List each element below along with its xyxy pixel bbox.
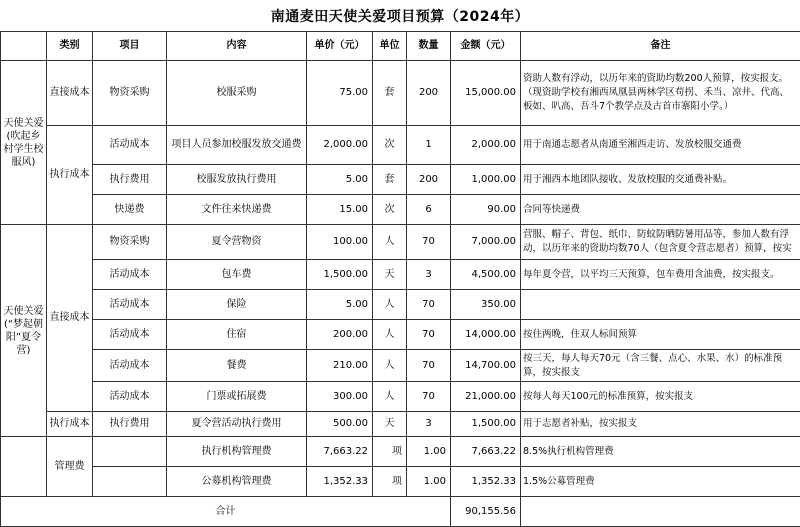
note-cell: 资助人数有浮动，以历年来的资助均数200人预算，按实报支。（现资助学校有湘西凤凰县两林学区苟拐、禾当、凉井、代高、板如、叭高、吾斗7个教学点及古首市寨阳小学。） <box>521 61 800 126</box>
content-cell: 餐费 <box>167 350 307 382</box>
qty-cell: 6 <box>407 195 451 225</box>
content-cell: 保险 <box>167 290 307 320</box>
price-cell: 1,500.00 <box>307 260 373 290</box>
unit-cell: 项 <box>373 437 407 467</box>
category-cell: 执行成本 <box>47 412 93 437</box>
amount-cell: 14,700.00 <box>451 350 521 382</box>
price-cell: 1,352.33 <box>307 467 373 497</box>
qty-cell: 70 <box>407 382 451 412</box>
content-cell: 门票或拓展费 <box>167 382 307 412</box>
table-row <box>1 382 800 412</box>
qty-cell: 200 <box>407 165 451 195</box>
amount-cell: 1,500.00 <box>451 412 521 437</box>
note-cell: 用于志愿者补贴，按实报支 <box>521 412 800 437</box>
table-row <box>1 260 800 290</box>
header-row <box>1 32 800 61</box>
content-cell: 夏令营物资 <box>167 225 307 260</box>
total-row <box>1 497 800 527</box>
table-row <box>1 225 800 260</box>
item-cell: 活动成本 <box>93 320 167 350</box>
amount-cell: 14,000.00 <box>451 320 521 350</box>
qty-cell: 70 <box>407 225 451 260</box>
unit-cell: 人 <box>373 382 407 412</box>
amount-cell: 7,000.00 <box>451 225 521 260</box>
price-cell: 100.00 <box>307 225 373 260</box>
table-row <box>1 195 800 225</box>
price-cell: 5.00 <box>307 165 373 195</box>
item-cell: 执行费用 <box>93 412 167 437</box>
amount-cell: 21,000.00 <box>451 382 521 412</box>
header-cell: 内容 <box>167 32 307 61</box>
note-cell: 按三天，每人每天70元（含三餐、点心、水果、水）的标准预算，按实报支 <box>521 350 800 382</box>
price-cell: 7,663.22 <box>307 437 373 467</box>
item-cell: 活动成本 <box>93 350 167 382</box>
total-note-cell <box>521 497 800 527</box>
note-cell: 1.5%公募管理费 <box>521 467 800 497</box>
note-cell: 用于湘西本地团队接收、发放校服的交通费补贴。 <box>521 165 800 195</box>
qty-cell: 1.00 <box>407 467 451 497</box>
unit-cell: 人 <box>373 320 407 350</box>
header-cell: 项目 <box>93 32 167 61</box>
unit-cell: 天 <box>373 260 407 290</box>
unit-cell: 人 <box>373 290 407 320</box>
table-row <box>1 61 800 126</box>
content-cell: 包车费 <box>167 260 307 290</box>
unit-cell: 次 <box>373 126 407 165</box>
amount-cell: 15,000.00 <box>451 61 521 126</box>
item-cell: 快递费 <box>93 195 167 225</box>
table-row <box>1 165 800 195</box>
item-cell: 物资采购 <box>93 225 167 260</box>
content-cell: 校服发放执行费用 <box>167 165 307 195</box>
content-cell: 执行机构管理费 <box>167 437 307 467</box>
table-row <box>1 290 800 320</box>
amount-cell: 7,663.22 <box>451 437 521 467</box>
price-cell: 75.00 <box>307 61 373 126</box>
item-cell: 活动成本 <box>93 290 167 320</box>
qty-cell: 3 <box>407 260 451 290</box>
header-cell: 单位 <box>373 32 407 61</box>
table-row <box>1 320 800 350</box>
unit-cell: 天 <box>373 412 407 437</box>
table-row <box>1 412 800 437</box>
budget-table <box>0 31 800 527</box>
note-cell: 每年夏令营，以平均三天预算，包车费用含油费，按实报支。 <box>521 260 800 290</box>
unit-cell: 套 <box>373 165 407 195</box>
amount-cell: 350.00 <box>451 290 521 320</box>
item-cell <box>93 437 167 467</box>
header-cell: 金额（元） <box>451 32 521 61</box>
table-row <box>1 350 800 382</box>
category-cell: 直接成本 <box>47 61 93 126</box>
group-label: 天使关爱(吹起乡村学生校服风) <box>1 61 47 225</box>
table-row <box>1 437 800 467</box>
content-cell: 住宿 <box>167 320 307 350</box>
content-cell: 夏令营活动执行费用 <box>167 412 307 437</box>
item-cell: 活动成本 <box>93 126 167 165</box>
table-row <box>1 126 800 165</box>
price-cell: 200.00 <box>307 320 373 350</box>
content-cell: 项目人员参加校服发放交通费 <box>167 126 307 165</box>
note-cell: 按住两晚，住双人标间预算 <box>521 320 800 350</box>
table-row <box>1 467 800 497</box>
content-cell: 文件往来快递费 <box>167 195 307 225</box>
item-cell <box>93 467 167 497</box>
qty-cell: 70 <box>407 320 451 350</box>
note-cell: 用于南通志愿者从南通至湘西走访、发放校服交通费 <box>521 126 800 165</box>
total-label: 合计 <box>1 497 451 527</box>
content-cell: 公募机构管理费 <box>167 467 307 497</box>
price-cell: 15.00 <box>307 195 373 225</box>
amount-cell: 90.00 <box>451 195 521 225</box>
note-cell: 按每人每天100元的标准预算，按实报支 <box>521 382 800 412</box>
note-cell: 营服、帽子、背包、纸巾、防蚊防晒防暑用品等，参加人数有浮动，以历年来的资助均数70人（包含夏令营志愿者）预算，按实 <box>521 225 800 260</box>
price-cell: 210.00 <box>307 350 373 382</box>
qty-cell: 3 <box>407 412 451 437</box>
header-cell: 备注 <box>521 32 800 61</box>
amount-cell: 1,000.00 <box>451 165 521 195</box>
amount-cell: 2,000.00 <box>451 126 521 165</box>
note-cell <box>521 290 800 320</box>
qty-cell: 70 <box>407 290 451 320</box>
price-cell: 300.00 <box>307 382 373 412</box>
total-amount: 90,155.56 <box>451 497 521 527</box>
qty-cell: 200 <box>407 61 451 126</box>
item-cell: 活动成本 <box>93 382 167 412</box>
amount-cell: 1,352.33 <box>451 467 521 497</box>
category-cell: 管理费 <box>47 437 93 497</box>
unit-cell: 人 <box>373 350 407 382</box>
note-cell: 8.5%执行机构管理费 <box>521 437 800 467</box>
group-label: 天使关爱(“梦起朝阳”夏令营) <box>1 225 47 437</box>
item-cell: 执行费用 <box>93 165 167 195</box>
header-cell: 数量 <box>407 32 451 61</box>
item-cell: 物资采购 <box>93 61 167 126</box>
price-cell: 5.00 <box>307 290 373 320</box>
content-cell: 校服采购 <box>167 61 307 126</box>
unit-cell: 次 <box>373 195 407 225</box>
qty-cell: 1.00 <box>407 437 451 467</box>
price-cell: 500.00 <box>307 412 373 437</box>
qty-cell: 70 <box>407 350 451 382</box>
unit-cell: 套 <box>373 61 407 126</box>
item-cell: 活动成本 <box>93 260 167 290</box>
category-cell: 执行成本 <box>47 126 93 225</box>
note-cell: 合同等快递费 <box>521 195 800 225</box>
qty-cell: 1 <box>407 126 451 165</box>
page-title: 南通麦田天使关爱项目预算（2024年） <box>0 6 800 26</box>
header-cell: 单价（元） <box>307 32 373 61</box>
header-cell <box>1 32 47 61</box>
unit-cell: 项 <box>373 467 407 497</box>
unit-cell: 人 <box>373 225 407 260</box>
amount-cell: 4,500.00 <box>451 260 521 290</box>
price-cell: 2,000.00 <box>307 126 373 165</box>
category-cell: 直接成本 <box>47 225 93 412</box>
header-cell: 类别 <box>47 32 93 61</box>
group-label <box>1 437 47 497</box>
